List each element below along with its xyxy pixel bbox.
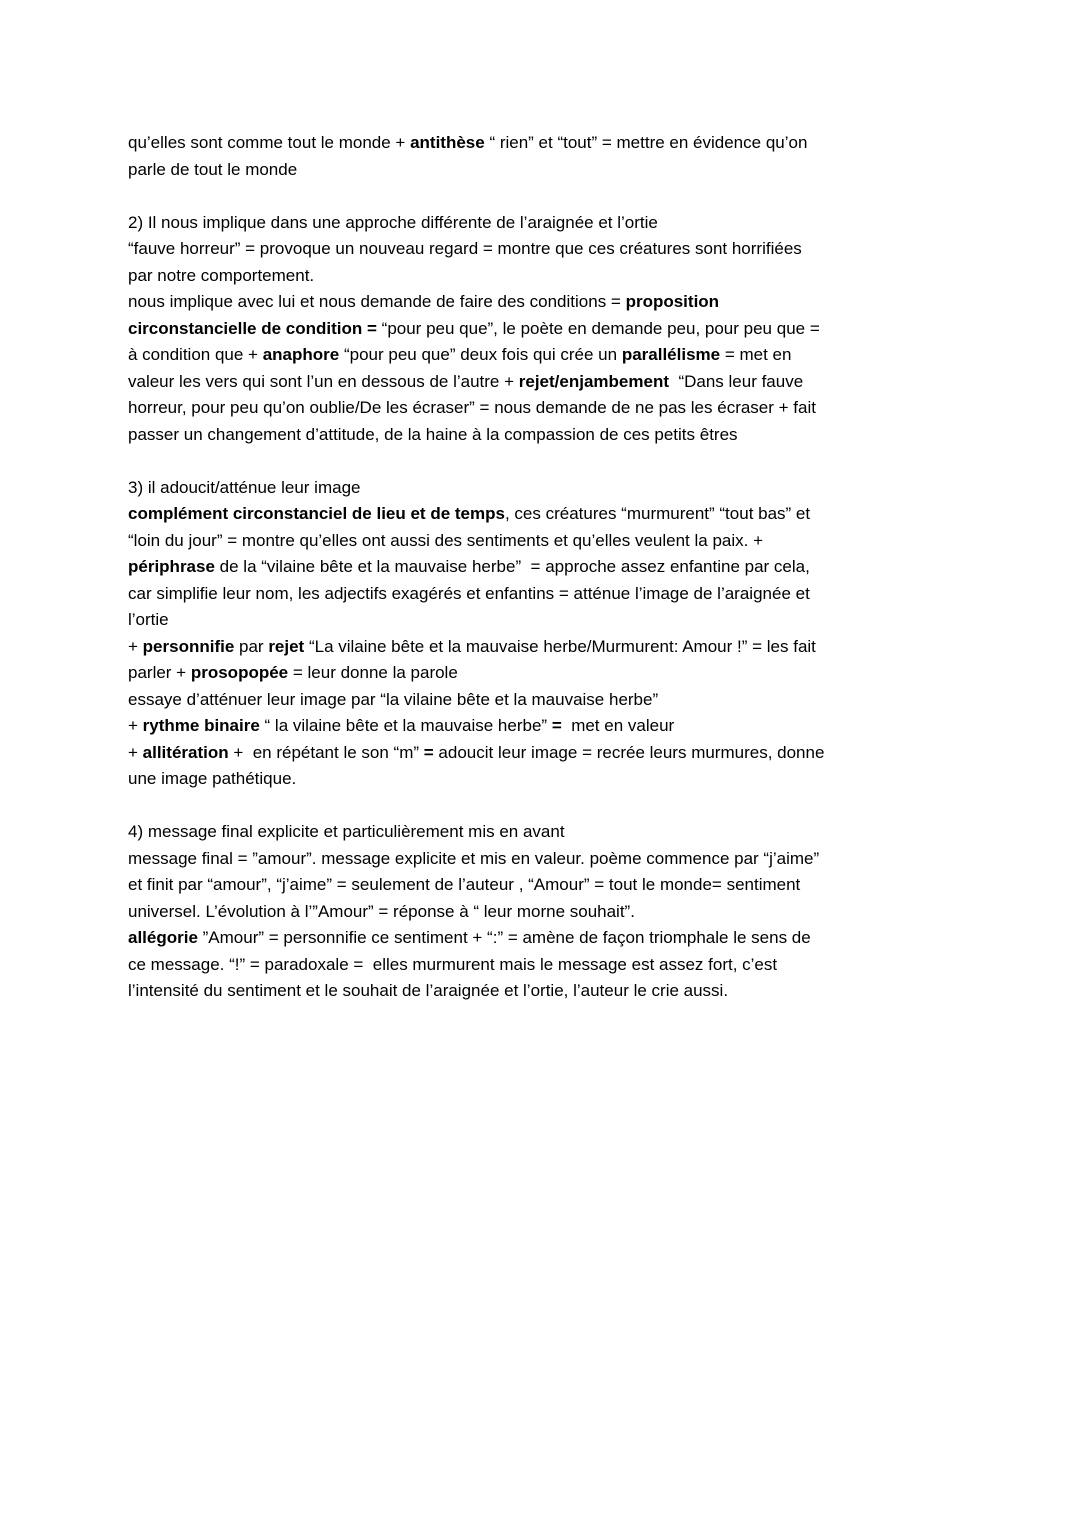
text-line xyxy=(128,925,960,952)
text-line xyxy=(128,263,960,290)
text-line xyxy=(128,501,960,528)
text-run-bold: rejet xyxy=(268,636,305,656)
text-run-bold: proposition xyxy=(625,292,720,311)
text-line xyxy=(128,846,960,873)
text-run: valeur les vers qui sont l’un en dessous de l’autre + xyxy=(128,371,519,391)
text-run: parler + xyxy=(128,663,191,682)
text-run-bold: = xyxy=(423,742,434,762)
text-run: de la “vilaine bête et la mauvaise herbe” = approche assez enfantine par cela, xyxy=(214,557,810,576)
text-run-bold: complément circonstanciel de lieu et de temps xyxy=(128,504,505,523)
paragraph xyxy=(128,819,960,1005)
paragraph xyxy=(128,130,960,183)
text-line xyxy=(128,528,960,555)
paragraph xyxy=(128,210,960,449)
text-run: + xyxy=(128,716,143,735)
text-run-bold: périphrase xyxy=(128,557,215,576)
text-run: nous implique avec lui et nous demande de faire des conditions = xyxy=(128,292,626,311)
text-line xyxy=(128,766,960,793)
text-line xyxy=(128,899,960,926)
text-run: 2) Il nous implique dans une approche différente de l’araignée et l’ortie xyxy=(128,212,658,232)
text-line xyxy=(128,978,960,1005)
text-run: “loin du jour” = montre qu’elles ont aussi des sentiments et qu’elles veulent la paix. + xyxy=(128,530,764,550)
text-line xyxy=(128,819,960,846)
text-run-bold: allégorie xyxy=(128,928,198,947)
text-run-bold: circonstancielle de condition = xyxy=(128,318,377,338)
text-line xyxy=(128,607,960,634)
text-run: 3) il adoucit/atténue leur image xyxy=(128,477,361,497)
text-run: + xyxy=(128,742,143,762)
text-line xyxy=(128,342,960,369)
text-run: “ rien” et “tout” = mettre en évidence qu’on xyxy=(484,133,808,152)
text-run-bold: parallélisme xyxy=(621,345,721,364)
text-run: “pour peu que”, le poète en demande peu, pour peu que = xyxy=(376,318,820,338)
text-run-bold: anaphore xyxy=(262,345,340,364)
text-run: et finit par “amour”, “j’aime” = seulement de l’auteur , “Amour” = tout le monde= sentiment xyxy=(128,875,801,894)
text-run: = met en xyxy=(720,345,792,364)
text-line xyxy=(128,740,960,767)
text-run-bold: allitération xyxy=(142,742,229,762)
text-run: par xyxy=(234,636,269,656)
text-run: = leur donne la parole xyxy=(288,663,458,682)
text-line xyxy=(128,289,960,316)
text-run: message final = ”amour”. message explicite et mis en valeur. poème commence par “j’aime” xyxy=(128,848,820,868)
text-run: par notre comportement. xyxy=(128,265,315,285)
text-run: parle de tout le monde xyxy=(128,159,298,179)
text-run: universel. L’évolution à l’”Amour” = réponse à “ leur morne souhait”. xyxy=(128,901,635,921)
text-run: une image pathétique. xyxy=(128,769,297,788)
text-run: “pour peu que” deux fois qui crée un xyxy=(339,345,622,364)
text-line xyxy=(128,634,960,661)
text-run: horreur, pour peu qu’on oublie/De les écraser” = nous demande de ne pas les écraser + fait xyxy=(128,398,816,417)
text-run: + en répétant le son “m” xyxy=(228,742,424,762)
text-line xyxy=(128,687,960,714)
text-line xyxy=(128,554,960,581)
text-run: adoucit leur image = recrée leurs murmures, donne xyxy=(433,742,825,762)
text-run: car simplifie leur nom, les adjectifs exagérés et enfantins = atténue l’image de l’araignée et xyxy=(128,583,810,603)
text-run: , ces créatures “murmurent” “tout bas” et xyxy=(504,504,811,523)
text-run: “fauve horreur” = provoque un nouveau regard = montre que ces créatures sont horrifiées xyxy=(128,239,802,258)
text-run: l’ortie xyxy=(128,610,169,629)
text-line xyxy=(128,316,960,343)
text-line xyxy=(128,713,960,740)
text-line xyxy=(128,210,960,237)
text-run: “ la vilaine bête et la mauvaise herbe” xyxy=(259,716,552,735)
text-run: essaye d’atténuer leur image par “la vilaine bête et la mauvaise herbe” xyxy=(128,689,659,709)
text-run-bold: = xyxy=(551,716,562,735)
text-run: “Dans leur fauve xyxy=(669,371,804,391)
text-line xyxy=(128,422,960,449)
text-run: + xyxy=(128,636,143,656)
text-run: passer un changement d’attitude, de la haine à la compassion de ces petits êtres xyxy=(128,424,738,444)
text-line xyxy=(128,475,960,502)
text-line xyxy=(128,236,960,263)
text-run-bold: personnifie xyxy=(142,636,235,656)
text-line xyxy=(128,130,960,157)
text-run-bold: antithèse xyxy=(410,133,485,152)
text-line xyxy=(128,157,960,184)
text-run: “La vilaine bête et la mauvaise herbe/Murmurent: Amour !” = les fait xyxy=(304,636,816,656)
paragraph xyxy=(128,475,960,793)
text-run: met en valeur xyxy=(561,716,675,735)
text-line xyxy=(128,581,960,608)
text-line xyxy=(128,395,960,422)
text-line xyxy=(128,872,960,899)
text-run: qu’elles sont comme tout le monde + xyxy=(128,133,411,152)
text-run: ”Amour” = personnifie ce sentiment + “:” = amène de façon triomphale le sens de xyxy=(197,928,811,947)
text-run: ce message. “!” = paradoxale = elles murmurent mais le message est assez fort, c’est xyxy=(128,954,778,974)
text-run-bold: rejet/enjambement xyxy=(518,371,669,391)
text-line xyxy=(128,952,960,979)
text-run: à condition que + xyxy=(128,345,263,364)
text-line xyxy=(128,369,960,396)
text-run: l’intensité du sentiment et le souhait de l’araignée et l’ortie, l’auteur le crie aussi. xyxy=(128,981,729,1000)
text-run-bold: prosopopée xyxy=(190,663,289,682)
text-run: 4) message final explicite et particulièrement mis en avant xyxy=(128,822,565,841)
text-line xyxy=(128,660,960,687)
text-run-bold: rythme binaire xyxy=(142,716,260,735)
